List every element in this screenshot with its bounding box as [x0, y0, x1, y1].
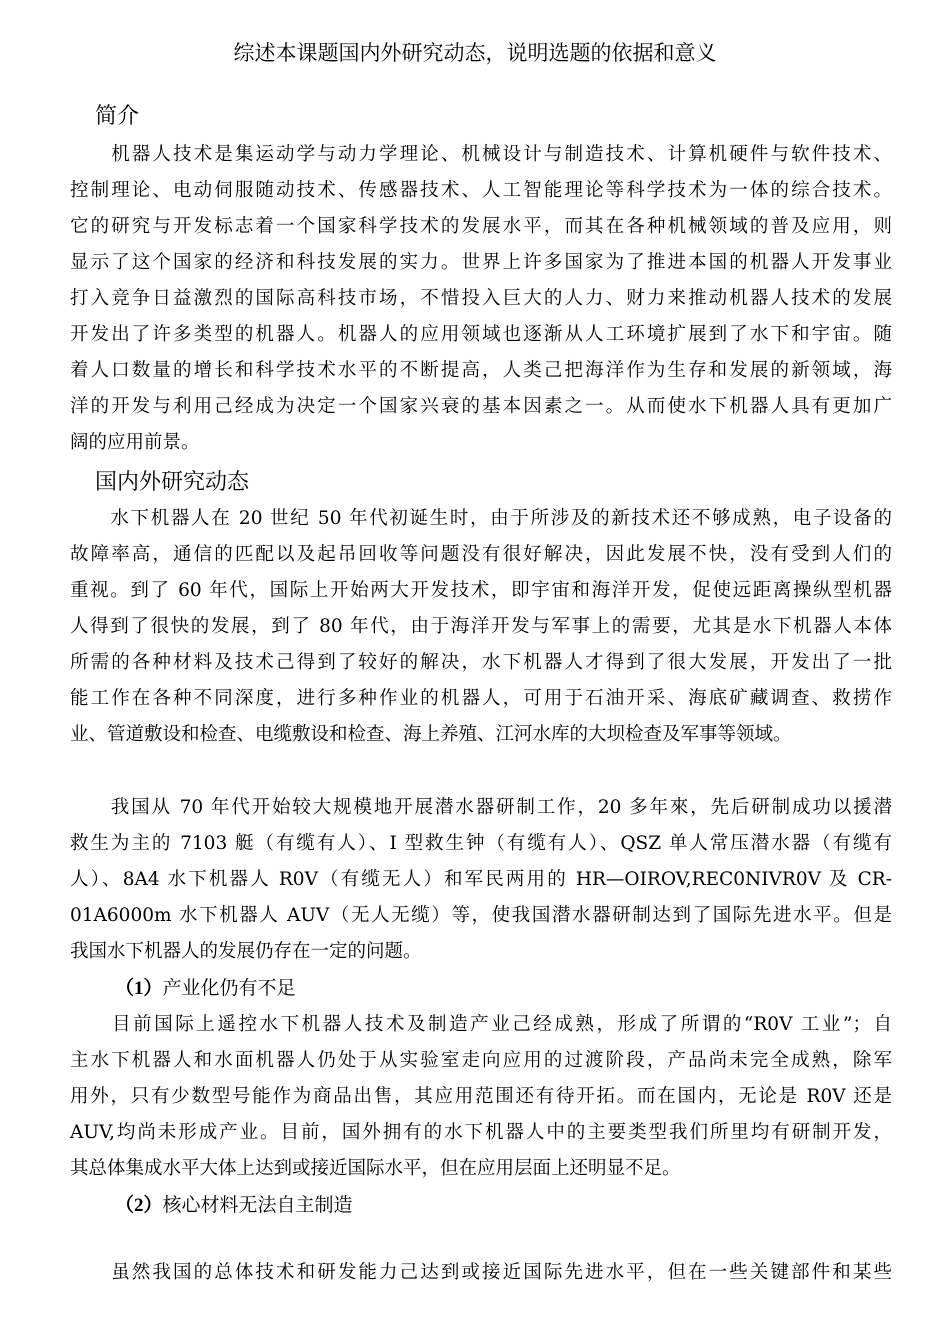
subheading-number: （2） — [115, 1195, 163, 1216]
subheading-text: 产业化仍有不足 — [162, 977, 296, 999]
text-line: 控制理论、电动伺服随动技术、传感器技术、人工智能理论等科学技术为一体的综合技术。 — [70, 180, 892, 201]
text-line: 阔的应用前景。 — [70, 432, 200, 453]
subheading-1 — [115, 976, 296, 1001]
subheading-2 — [115, 1193, 353, 1218]
text-line: 其总体集成水平大体上达到或接近国际水平，但在应用层面上还明显不足。 — [70, 1158, 681, 1179]
text-line: 重视。到了 60 年代，国际上开始两大开发技术，即宇宙和海洋开发，促使远距离操纵型机器 — [70, 580, 892, 601]
text-line: 所需的各种材料及技术己得到了较好的解决，水下机器人才得到了很大发展，开发出了一批 — [70, 652, 892, 673]
text-line: 显示了这个国家的经济和科技发展的实力。世界上许多国家为了推进本国的机器人开发事业 — [70, 252, 892, 273]
text-line: 它的研究与开发标志着一个国家科学技术的发展水平，而其在各种机械领域的普及应用，则 — [70, 216, 892, 237]
text-line: 01A6000m 水下机器人 AUV（无人无缆）等，使我国潜水器研制达到了国际先进水平。但是 — [70, 905, 892, 926]
text-line: 故障率高，通信的匹配以及起吊回收等问题没有很好解决，因此发展不快，没有受到人们的 — [70, 544, 892, 565]
text-line: 救生为主的 7103 艇（有缆有人）、I 型救生钟（有缆有人）、QSZ 单人常压潜水器（有缆有 — [70, 833, 892, 854]
text-line: 我国水下机器人的发展仍存在一定的问题。 — [70, 941, 422, 962]
subheading-number: （1） — [115, 978, 163, 999]
text-line: 水下机器人在 20 世纪 50 年代初诞生时，由于所涉及的新技术还不够成熟，电子设备的 — [70, 508, 892, 529]
text-line: 洋的开发与利用己经成为决定一个国家兴衰的基本因素之一。从而使水下机器人具有更加广 — [70, 396, 892, 417]
research-heading: 国内外研究动态 — [95, 470, 250, 495]
text-line: 开发出了许多类型的机器人。机器人的应用领域也逐渐从人工环境扩展到了水下和宇宙。随 — [70, 324, 892, 345]
text-line: 虽然我国的总体技术和研发能力己达到或接近国际先进水平，但在一些关键部件和某些 — [70, 1262, 892, 1283]
text-line: 机器人技术是集运动学与动力学理论、机械设计与制造技术、计算机硬件与软件技术、 — [70, 144, 892, 165]
text-line: 业、管道敷设和检查、电缆敷设和检查、海上养殖、江河水库的大坝检查及军事等领域。 — [70, 724, 792, 745]
text-line: 人）、8A4 水下机器人 R0V（有缆无人）和军民两用的 HR—OIROV,REC0NIVR0V 及 CR- — [70, 869, 892, 890]
text-line: 主水下机器人和水面机器人仍处于从实验室走向应用的过渡阶段，产品尚未完全成熟，除军 — [70, 1050, 892, 1071]
text-line: 打入竞争日益激烈的国际高科技市场，不惜投入巨大的人力、财力来推动机器人技术的发展 — [70, 288, 892, 309]
text-line: AUV,均尚未形成产业。目前，国外拥有的水下机器人中的主要类型我们所里均有研制开发， — [70, 1122, 892, 1143]
intro-heading: 简介 — [95, 104, 140, 129]
text-line: 着人口数量的增长和科学技术水平的不断提高，人类己把海洋作为生存和发展的新领域，海 — [70, 360, 892, 381]
text-line: 目前国际上遥控水下机器人技术及制造产业己经成熟，形成了所谓的“R0V 工业”；自 — [70, 1014, 892, 1035]
text-line: 人得到了很快的发展，到了 80 年代，由于海洋开发与军事上的需要，尤其是水下机器人本体 — [70, 616, 892, 637]
text-line: 能工作在各种不同深度，进行多种作业的机器人，可用于石油开采、海底矿藏调查、救捞作 — [70, 688, 892, 709]
text-line: 用外，只有少数型号能作为商品出售，其应用范围还有待开拓。而在国内，无论是 R0V 还是 — [70, 1086, 892, 1107]
subheading-text: 核心材料无法自主制造 — [162, 1194, 353, 1216]
text-line: 我国从 70 年代开始较大规模地开展潜水器研制工作，20 多年來，先后研制成功以援潜 — [70, 797, 892, 818]
page-title: 综述本课题国内外研究动态，说明选题的依据和意义 — [233, 41, 717, 65]
